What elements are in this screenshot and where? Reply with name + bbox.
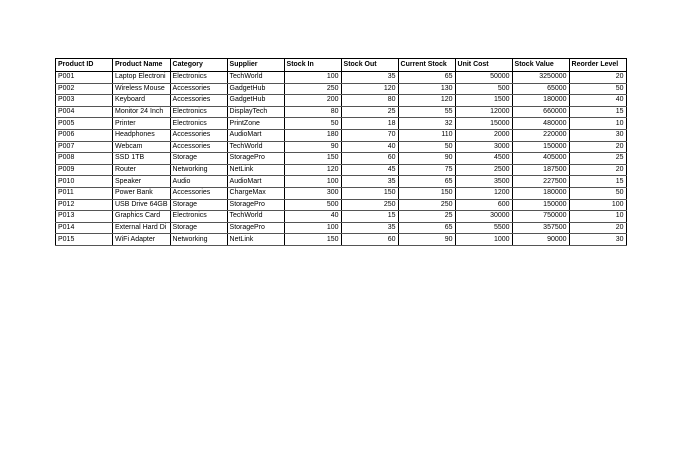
cell-category[interactable]: Electronics <box>170 106 227 118</box>
cell-stock-out[interactable]: 70 <box>341 129 398 141</box>
inventory-table <box>55 58 627 246</box>
cell-product-name[interactable]: Power Bank <box>113 187 171 199</box>
cell-supplier[interactable]: StoragePro <box>227 222 284 234</box>
cell-stock-out[interactable]: 120 <box>341 83 398 95</box>
cell-stock-value[interactable]: 180000 <box>512 187 569 199</box>
cell-product-id[interactable]: P012 <box>56 199 113 211</box>
cell-category[interactable]: Networking <box>170 234 227 246</box>
cell-stock-value[interactable]: 180000 <box>512 95 569 107</box>
cell-supplier[interactable]: GadgetHub <box>227 83 284 95</box>
cell-stock-out[interactable]: 35 <box>341 72 398 84</box>
cell-stock-value[interactable]: 480000 <box>512 118 569 130</box>
table-row <box>56 141 627 153</box>
header-stock-out: Stock Out <box>341 59 398 72</box>
cell-reorder-level[interactable]: 30 <box>569 234 626 246</box>
cell-category[interactable]: Accessories <box>170 141 227 153</box>
cell-stock-value[interactable]: 150000 <box>512 141 569 153</box>
cell-product-name[interactable]: Printer <box>113 118 171 130</box>
cell-product-name[interactable]: Speaker <box>113 176 171 188</box>
cell-unit-cost[interactable]: 3000 <box>455 141 512 153</box>
header-supplier: Supplier <box>227 59 284 72</box>
cell-supplier[interactable]: AudioMart <box>227 129 284 141</box>
cell-reorder-level[interactable]: 15 <box>569 106 626 118</box>
cell-supplier[interactable]: NetLink <box>227 164 284 176</box>
cell-category[interactable]: Electronics <box>170 211 227 223</box>
cell-product-id[interactable]: P014 <box>56 222 113 234</box>
cell-current-stock[interactable]: 75 <box>398 164 455 176</box>
header-category: Category <box>170 59 227 72</box>
cell-product-name[interactable]: Headphones <box>113 129 171 141</box>
cell-current-stock[interactable]: 50 <box>398 141 455 153</box>
cell-supplier[interactable]: GadgetHub <box>227 95 284 107</box>
cell-product-id[interactable]: P002 <box>56 83 113 95</box>
cell-stock-out[interactable]: 45 <box>341 164 398 176</box>
cell-stock-out[interactable]: 60 <box>341 234 398 246</box>
table-row <box>56 129 627 141</box>
cell-reorder-level[interactable]: 20 <box>569 141 626 153</box>
cell-stock-in[interactable]: 100 <box>284 176 341 188</box>
cell-reorder-level[interactable]: 20 <box>569 164 626 176</box>
table-row <box>56 187 627 199</box>
table-row <box>56 106 627 118</box>
cell-stock-value[interactable]: 90000 <box>512 234 569 246</box>
cell-current-stock[interactable]: 65 <box>398 222 455 234</box>
cell-stock-out[interactable]: 150 <box>341 187 398 199</box>
cell-current-stock[interactable]: 250 <box>398 199 455 211</box>
cell-product-id[interactable]: P013 <box>56 211 113 223</box>
cell-product-name[interactable]: Graphics Card <box>113 211 171 223</box>
cell-stock-value[interactable]: 65000 <box>512 83 569 95</box>
cell-stock-in[interactable]: 180 <box>284 129 341 141</box>
cell-stock-out[interactable]: 40 <box>341 141 398 153</box>
cell-product-id[interactable]: P009 <box>56 164 113 176</box>
cell-product-name[interactable]: Webcam <box>113 141 171 153</box>
cell-product-id[interactable]: P004 <box>56 106 113 118</box>
cell-product-id[interactable]: P011 <box>56 187 113 199</box>
cell-product-id[interactable]: P005 <box>56 118 113 130</box>
table-row <box>56 83 627 95</box>
cell-product-name[interactable]: External Hard Di <box>113 222 171 234</box>
cell-reorder-level[interactable]: 15 <box>569 176 626 188</box>
cell-category[interactable]: Electronics <box>170 72 227 84</box>
cell-category[interactable]: Networking <box>170 164 227 176</box>
cell-stock-out[interactable]: 35 <box>341 222 398 234</box>
cell-unit-cost[interactable]: 2500 <box>455 164 512 176</box>
cell-stock-value[interactable]: 227500 <box>512 176 569 188</box>
header-stock-in: Stock In <box>284 59 341 72</box>
cell-unit-cost[interactable]: 30000 <box>455 211 512 223</box>
cell-stock-value[interactable]: 357500 <box>512 222 569 234</box>
cell-product-id[interactable]: P006 <box>56 129 113 141</box>
cell-current-stock[interactable]: 55 <box>398 106 455 118</box>
cell-current-stock[interactable]: 65 <box>398 176 455 188</box>
cell-stock-in[interactable]: 90 <box>284 141 341 153</box>
cell-reorder-level[interactable]: 30 <box>569 129 626 141</box>
cell-current-stock[interactable]: 120 <box>398 95 455 107</box>
cell-category[interactable]: Accessories <box>170 129 227 141</box>
cell-stock-in[interactable]: 300 <box>284 187 341 199</box>
cell-reorder-level[interactable]: 50 <box>569 187 626 199</box>
header-product-name: Product Name <box>113 59 171 72</box>
table-row <box>56 211 627 223</box>
cell-category[interactable]: Storage <box>170 199 227 211</box>
cell-reorder-level[interactable]: 10 <box>569 211 626 223</box>
cell-product-name[interactable]: USB Drive 64GB <box>113 199 171 211</box>
cell-stock-in[interactable]: 100 <box>284 72 341 84</box>
cell-current-stock[interactable]: 65 <box>398 72 455 84</box>
cell-reorder-level[interactable]: 25 <box>569 153 626 165</box>
cell-supplier[interactable]: NetLink <box>227 234 284 246</box>
table-row <box>56 234 627 246</box>
cell-category[interactable]: Accessories <box>170 83 227 95</box>
cell-unit-cost[interactable]: 2000 <box>455 129 512 141</box>
header-row <box>56 59 627 72</box>
cell-category[interactable]: Audio <box>170 176 227 188</box>
cell-reorder-level[interactable]: 10 <box>569 118 626 130</box>
cell-stock-value[interactable]: 3250000 <box>512 72 569 84</box>
cell-stock-in[interactable]: 250 <box>284 83 341 95</box>
cell-stock-out[interactable]: 18 <box>341 118 398 130</box>
cell-product-id[interactable]: P010 <box>56 176 113 188</box>
cell-supplier[interactable]: StoragePro <box>227 199 284 211</box>
header-unit-cost: Unit Cost <box>455 59 512 72</box>
cell-stock-value[interactable]: 150000 <box>512 199 569 211</box>
cell-unit-cost[interactable]: 1200 <box>455 187 512 199</box>
cell-reorder-level[interactable]: 40 <box>569 95 626 107</box>
table-row <box>56 199 627 211</box>
cell-supplier[interactable]: ChargeMax <box>227 187 284 199</box>
cell-product-name[interactable]: Laptop Electroni <box>113 72 171 84</box>
cell-unit-cost[interactable]: 500 <box>455 83 512 95</box>
cell-category[interactable]: Electronics <box>170 118 227 130</box>
cell-stock-out[interactable]: 250 <box>341 199 398 211</box>
cell-stock-out[interactable]: 25 <box>341 106 398 118</box>
cell-stock-value[interactable]: 405000 <box>512 153 569 165</box>
cell-current-stock[interactable]: 25 <box>398 211 455 223</box>
cell-stock-out[interactable]: 80 <box>341 95 398 107</box>
cell-product-name[interactable]: WiFi Adapter <box>113 234 171 246</box>
header-reorder-level: Reorder Level <box>569 59 626 72</box>
cell-current-stock[interactable]: 32 <box>398 118 455 130</box>
table-row <box>56 72 627 84</box>
cell-current-stock[interactable]: 90 <box>398 234 455 246</box>
cell-reorder-level[interactable]: 20 <box>569 72 626 84</box>
cell-reorder-level[interactable]: 20 <box>569 222 626 234</box>
header-product-id: Product ID <box>56 59 113 72</box>
cell-stock-out[interactable]: 35 <box>341 176 398 188</box>
cell-stock-in[interactable]: 200 <box>284 95 341 107</box>
cell-category[interactable]: Accessories <box>170 187 227 199</box>
cell-product-name[interactable]: Wireless Mouse <box>113 83 171 95</box>
table-row <box>56 176 627 188</box>
cell-current-stock[interactable]: 150 <box>398 187 455 199</box>
cell-unit-cost[interactable]: 3500 <box>455 176 512 188</box>
table-row <box>56 118 627 130</box>
cell-stock-value[interactable]: 220000 <box>512 129 569 141</box>
cell-unit-cost[interactable]: 600 <box>455 199 512 211</box>
cell-category[interactable]: Accessories <box>170 95 227 107</box>
cell-stock-in[interactable]: 40 <box>284 211 341 223</box>
table-row <box>56 95 627 107</box>
table-row <box>56 222 627 234</box>
cell-supplier[interactable]: StoragePro <box>227 153 284 165</box>
cell-stock-in[interactable]: 100 <box>284 222 341 234</box>
cell-product-id[interactable]: P007 <box>56 141 113 153</box>
cell-stock-in[interactable]: 150 <box>284 153 341 165</box>
cell-stock-value[interactable]: 187500 <box>512 164 569 176</box>
cell-unit-cost[interactable]: 15000 <box>455 118 512 130</box>
header-stock-value: Stock Value <box>512 59 569 72</box>
cell-product-name[interactable]: SSD 1TB <box>113 153 171 165</box>
cell-unit-cost[interactable]: 4500 <box>455 153 512 165</box>
cell-current-stock[interactable]: 90 <box>398 153 455 165</box>
cell-category[interactable]: Storage <box>170 153 227 165</box>
cell-product-name[interactable]: Monitor 24 Inch <box>113 106 171 118</box>
cell-category[interactable]: Storage <box>170 222 227 234</box>
cell-stock-in[interactable]: 150 <box>284 234 341 246</box>
cell-current-stock[interactable]: 130 <box>398 83 455 95</box>
table-row <box>56 164 627 176</box>
table-body <box>56 72 627 246</box>
cell-product-id[interactable]: P003 <box>56 95 113 107</box>
cell-unit-cost[interactable]: 1000 <box>455 234 512 246</box>
cell-stock-in[interactable]: 50 <box>284 118 341 130</box>
cell-supplier[interactable]: PrintZone <box>227 118 284 130</box>
inventory-sheet <box>55 58 627 246</box>
cell-supplier[interactable]: DisplayTech <box>227 106 284 118</box>
cell-reorder-level[interactable]: 50 <box>569 83 626 95</box>
cell-stock-out[interactable]: 60 <box>341 153 398 165</box>
cell-stock-in[interactable]: 80 <box>284 106 341 118</box>
cell-stock-value[interactable]: 660000 <box>512 106 569 118</box>
cell-stock-value[interactable]: 750000 <box>512 211 569 223</box>
cell-supplier[interactable]: TechWorld <box>227 72 284 84</box>
cell-product-name[interactable]: Router <box>113 164 171 176</box>
cell-unit-cost[interactable]: 12000 <box>455 106 512 118</box>
cell-unit-cost[interactable]: 5500 <box>455 222 512 234</box>
cell-stock-in[interactable]: 500 <box>284 199 341 211</box>
cell-reorder-level[interactable]: 100 <box>569 199 626 211</box>
cell-unit-cost[interactable]: 50000 <box>455 72 512 84</box>
table-row <box>56 153 627 165</box>
header-current-stock: Current Stock <box>398 59 455 72</box>
cell-supplier[interactable]: TechWorld <box>227 141 284 153</box>
cell-product-id[interactable]: P008 <box>56 153 113 165</box>
cell-supplier[interactable]: AudioMart <box>227 176 284 188</box>
cell-unit-cost[interactable]: 1500 <box>455 95 512 107</box>
cell-product-id[interactable]: P015 <box>56 234 113 246</box>
cell-stock-in[interactable]: 120 <box>284 164 341 176</box>
cell-product-id[interactable]: P001 <box>56 72 113 84</box>
cell-stock-out[interactable]: 15 <box>341 211 398 223</box>
cell-supplier[interactable]: TechWorld <box>227 211 284 223</box>
cell-current-stock[interactable]: 110 <box>398 129 455 141</box>
cell-product-name[interactable]: Keyboard <box>113 95 171 107</box>
